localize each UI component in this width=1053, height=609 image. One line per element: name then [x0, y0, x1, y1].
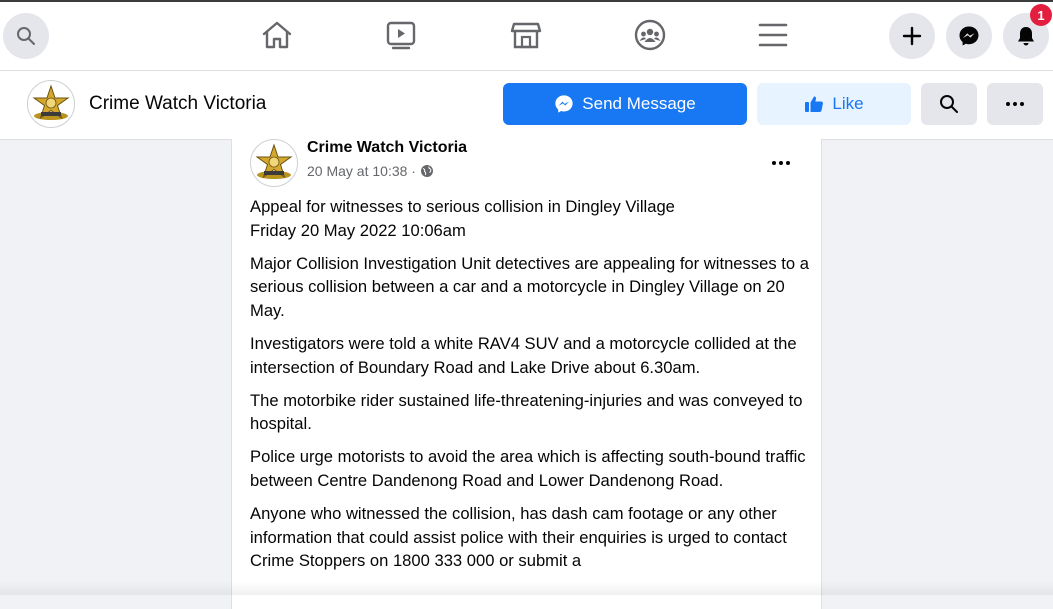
groups-icon [634, 19, 666, 51]
marketplace-icon [510, 20, 542, 50]
notification-badge: 1 [1030, 4, 1052, 26]
messenger-icon [554, 94, 574, 114]
like-page-button[interactable] [757, 83, 911, 125]
nav-home[interactable] [260, 18, 294, 52]
notifications-button[interactable] [1003, 7, 1049, 59]
post-meta [307, 163, 434, 179]
bottom-fade [0, 581, 1053, 595]
more-horizontal-icon [1005, 101, 1025, 107]
post-paragraph: Appeal for witnesses to serious collision in Dingley Village Friday 20 May 2022 10:06am [250, 197, 675, 240]
post-paragraph: The motorbike rider sustained life-threatening-injuries and was conveyed to hospital. [250, 390, 803, 434]
thumbs-up-icon [804, 95, 824, 113]
page-search-button[interactable] [921, 83, 977, 125]
meta-separator: · [407, 163, 420, 179]
like-label: Like [832, 94, 864, 113]
nav-groups[interactable] [633, 18, 667, 52]
post-paragraph: Anyone who witnessed the collision, has dash cam footage or any other information that could assist police with their enquiries is urged to contact Crime Stoppers on 1800 333 000 or submit a [250, 503, 787, 571]
menu-icon [758, 22, 788, 48]
post-paragraph: Major Collision Investigation Unit detectives are appealing for witnesses to a serious collision between a car and a motorcycle in Dingley Village on 20 May. [250, 253, 809, 321]
page-avatar[interactable] [27, 80, 75, 128]
sheriff-badge-icon [251, 140, 297, 186]
create-button[interactable] [889, 13, 935, 59]
messenger-icon [958, 25, 980, 47]
post-paragraph: Police urge motorists to avoid the area which is affecting south-bound traffic between Centre Dandenong Road and Lower Dandenong Road. [250, 447, 806, 490]
watch-icon [385, 20, 417, 50]
post-author-avatar[interactable] [250, 139, 298, 187]
create-icon [902, 26, 922, 46]
home-icon [261, 20, 293, 50]
post-timestamp[interactable]: 20 May at 10:38 [307, 163, 408, 179]
globe-icon [420, 164, 434, 178]
post-card [231, 139, 822, 609]
search-icon [939, 94, 959, 114]
send-message-label: Send Message [582, 94, 696, 113]
page-header [0, 70, 1053, 140]
more-horizontal-icon [771, 160, 791, 166]
search-icon [16, 26, 36, 46]
sheriff-badge-icon [28, 81, 74, 127]
search-button[interactable] [3, 13, 49, 59]
post-body [250, 195, 810, 582]
nav-marketplace[interactable] [509, 18, 543, 52]
nav-menu[interactable] [756, 18, 790, 52]
top-navigation-bar [0, 0, 1053, 70]
page-more-button[interactable] [987, 83, 1043, 125]
page-title: Crime Watch Victoria [89, 93, 267, 114]
send-message-button[interactable] [503, 83, 747, 125]
nav-watch[interactable] [384, 18, 418, 52]
post-author-name[interactable]: Crime Watch Victoria [307, 139, 468, 156]
post-paragraph: Investigators were told a white RAV4 SUV and a motorcycle collided at the intersection of Boundary Road and Lake Drive about 6.30am. [250, 333, 797, 377]
messenger-button[interactable] [946, 13, 992, 59]
bell-icon [1016, 25, 1036, 47]
post-options-button[interactable] [771, 149, 791, 172]
